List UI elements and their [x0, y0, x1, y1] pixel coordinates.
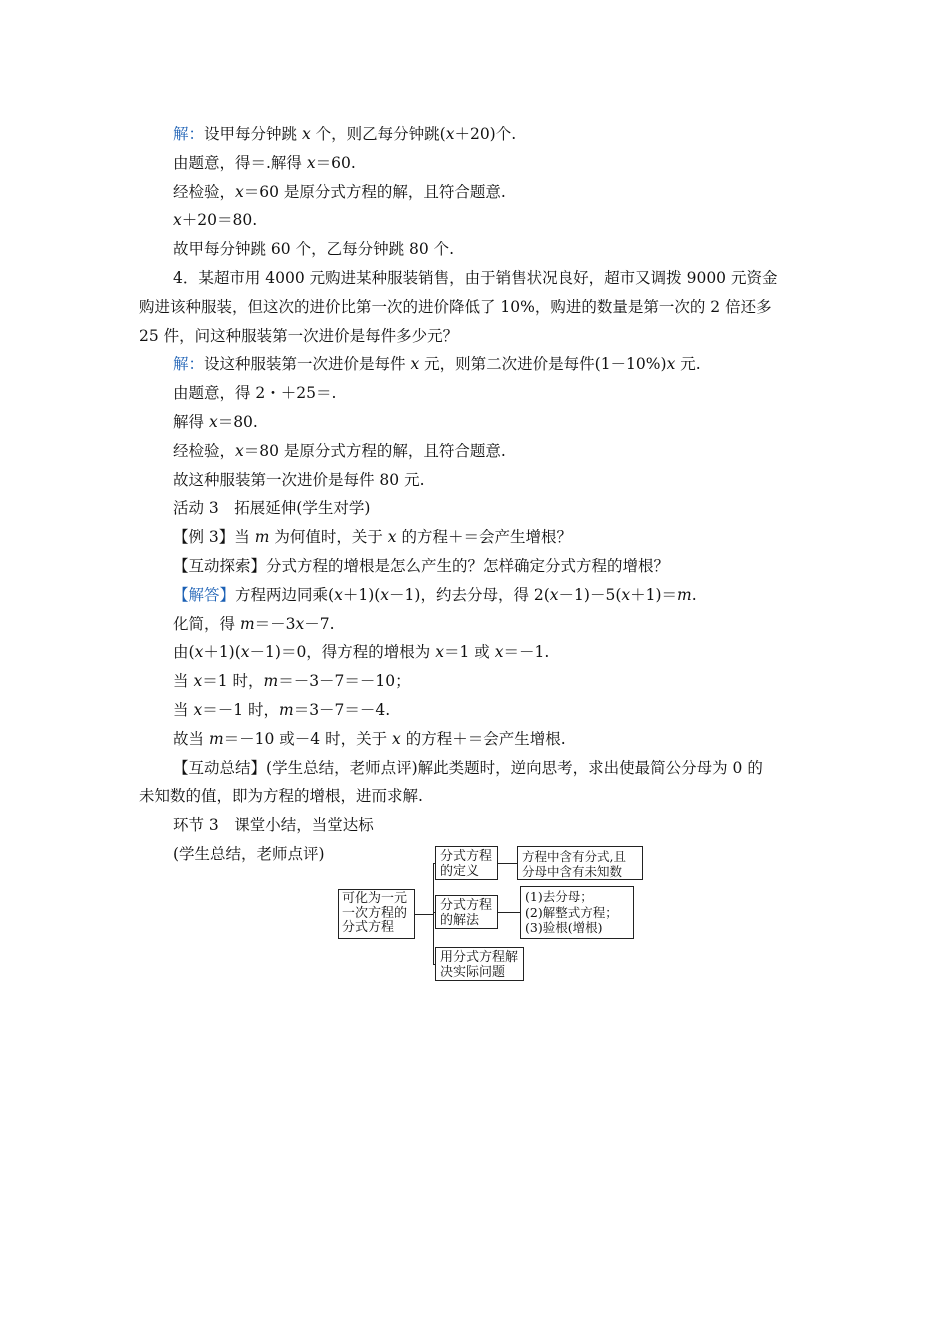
sol3-line5: 故甲每分钟跳 60 个，乙每分钟跳 80 个.	[173, 240, 455, 259]
sol3-line2: 由题意，得＝.解得 x＝60.	[173, 153, 356, 172]
sol4-line4: 经检验，x＝80 是原分式方程的解，且符合题意.	[173, 441, 506, 460]
q4-line3: 25 件，问这种服装第一次进价是每件多少元？	[139, 326, 459, 345]
sol4-line2: 由题意，得 2・＋25＝.	[173, 384, 337, 403]
q4-line2: 购进该种服装，但这次的进价比第一次的进价降低了 10%，购进的数量是第一次的 2 倍还多	[139, 297, 772, 316]
answer-case1: 当 x＝1 时，m＝－3－7＝－10；	[173, 672, 411, 691]
sol3-line3: 经检验，x＝60 是原分式方程的解，且符合题意.	[173, 182, 506, 201]
diagram-method-box: 分式方程 的解法	[435, 895, 498, 929]
answer-root: 由(x＋1)(x－1)＝0，得方程的增根为 x＝1 或 x＝－1.	[173, 643, 550, 662]
summary-line1: 【互动总结】(学生总结，老师点评)解此类题时，逆向思考，求出使最简公分母为 0 的	[173, 758, 763, 777]
section3-note: (学生总结，老师点评)	[173, 844, 325, 863]
answer-simplify: 化简，得 m＝－3x－7.	[173, 614, 335, 633]
sol4-line1: 解：设这种服装第一次进价是每件 x 元，则第二次进价是每件(1－10%)x 元.	[173, 355, 701, 374]
diagram-application-box: 用分式方程解 决实际问题	[435, 947, 524, 981]
example3: 【例 3】当 m 为何值时，关于 x 的方程＋＝会产生增根？	[173, 528, 572, 547]
solution-label: 解	[173, 355, 189, 374]
diagram-root-box: 可化为一元 一次方程的 分式方程	[338, 889, 415, 939]
document-body	[139, 120, 814, 869]
answer-line1: 【解答】方程两边同乘(x＋1)(x－1)，约去分母，得 2(x－1)－5(x＋1)＝m.	[173, 585, 697, 604]
diagram-method-detail: (1)去分母； (2)解整式方程； (3)验根(增根)	[520, 886, 634, 939]
answer-case2: 当 x＝－1 时，m＝3－7＝－4.	[173, 700, 391, 719]
interactive-explore: 【互动探索】分式方程的增根是怎么产生的？怎样确定分式方程的增根？	[173, 556, 670, 575]
answer-label: 【解答】	[173, 585, 236, 604]
activity3-title: 活动 3 拓展延伸(学生对学)	[173, 499, 371, 518]
sol3-line1: 解：设甲每分钟跳 x 个，则乙每分钟跳(x＋20)个.	[173, 125, 517, 143]
solution-label: 解	[173, 125, 189, 143]
diagram-definition-box: 分式方程 的定义	[435, 846, 498, 880]
sol4-line5: 故这种服装第一次进价是每件 80 元.	[173, 470, 425, 489]
q4-line1: 4．某超市用 4000 元购进某种服装销售，由于销售状况良好，超市又调拨 9000 元资金	[173, 268, 778, 287]
sol4-line3: 解得 x＝80.	[173, 412, 258, 431]
diagram-definition-detail: 方程中含有分式,且 分母中含有未知数	[517, 846, 643, 880]
sol3-line4: x＋20＝80.	[173, 211, 258, 230]
answer-conclusion: 故当 m＝－10 或－4 时，关于 x 的方程＋＝会产生增根.	[173, 729, 566, 748]
section3-title: 环节 3 课堂小结，当堂达标	[173, 816, 374, 835]
summary-line2: 未知数的值，即为方程的增根，进而求解.	[139, 787, 423, 806]
